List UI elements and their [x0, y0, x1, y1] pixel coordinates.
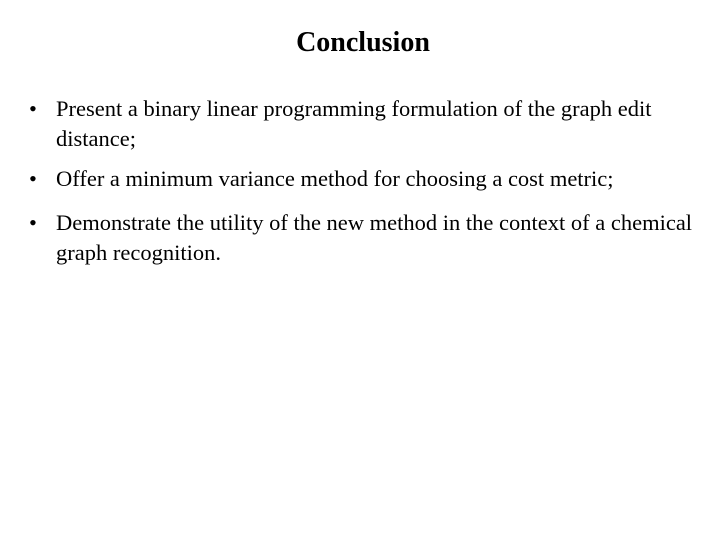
- bullet-marker: •: [29, 166, 37, 191]
- bullet-item: [0, 208, 720, 268]
- bullet-list: [0, 94, 720, 278]
- bullet-marker: •: [29, 210, 37, 235]
- bullet-item: [0, 94, 720, 154]
- bullet-marker: •: [29, 96, 37, 121]
- slide-title: Conclusion: [296, 27, 430, 58]
- bullet-item: [0, 164, 720, 194]
- bullet-text: Demonstrate the utility of the new method in the context of a chemical graph recognition.: [56, 210, 693, 265]
- bullet-text: Present a binary linear programming formulation of the graph edit distance;: [56, 96, 652, 151]
- bullet-text: Offer a minimum variance method for choosing a cost metric;: [56, 166, 614, 191]
